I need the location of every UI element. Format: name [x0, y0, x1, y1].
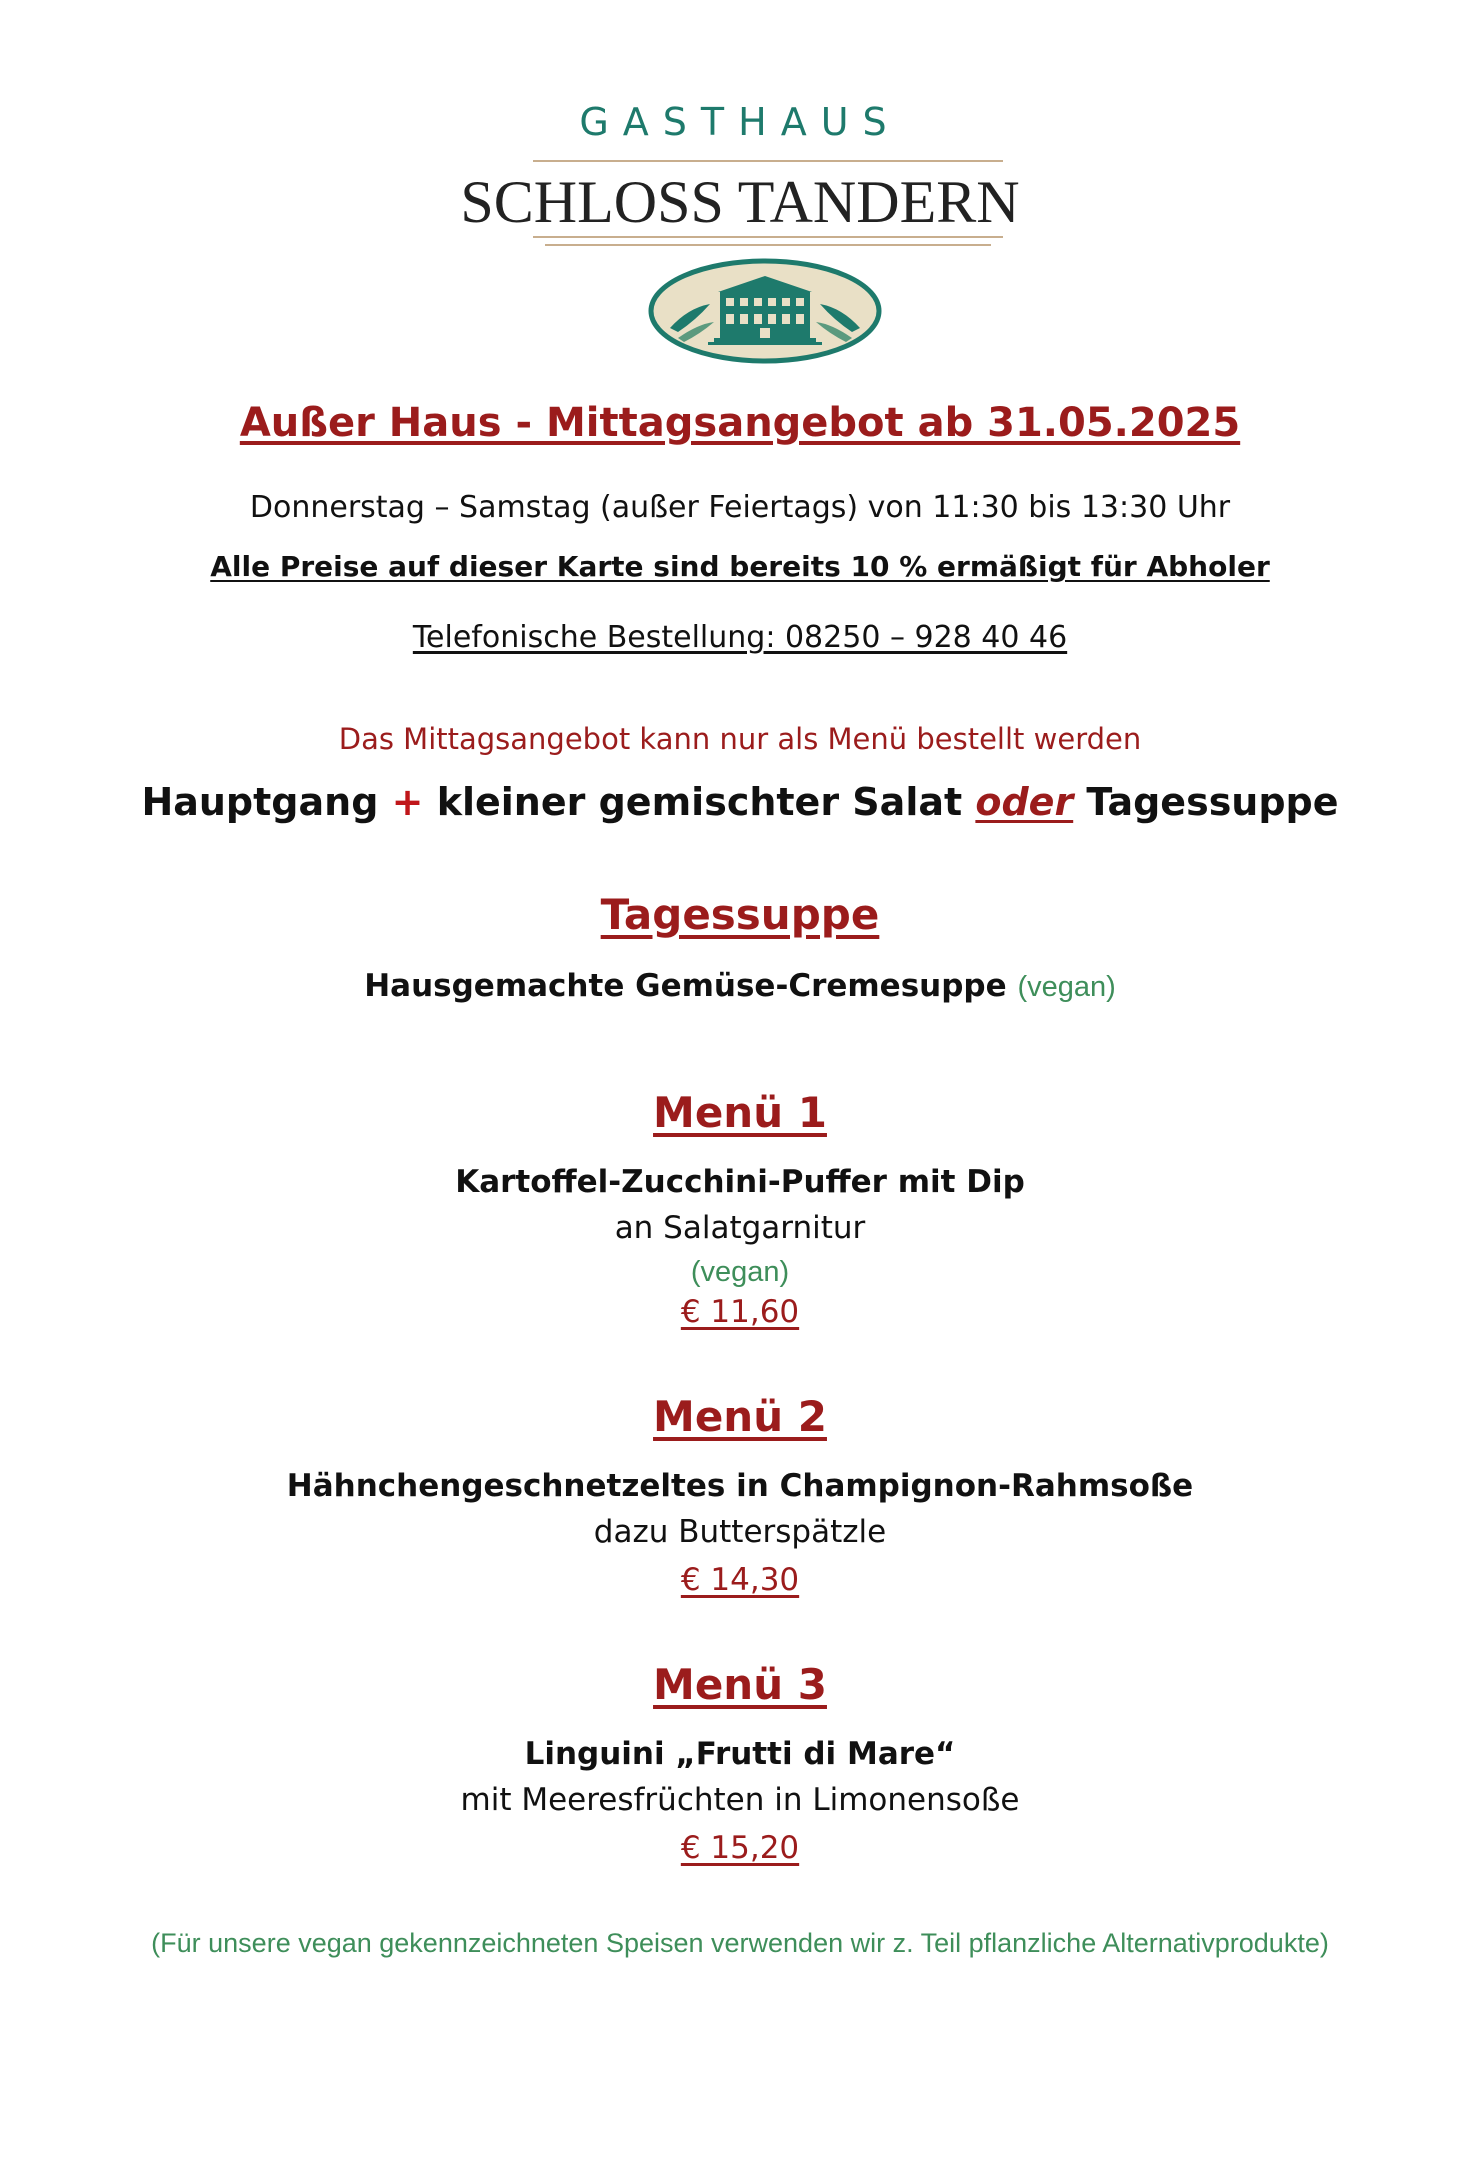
menu-3-dish: Linguini „Frutti di Mare“: [524, 1736, 956, 1772]
opening-hours: Donnerstag – Samstag (außer Feiertags) von 11:30 bis 13:30 Uhr: [249, 490, 1231, 525]
price-discount-note: Alle Preise auf dieser Karte sind bereits 10 % ermäßigt für Abholer: [210, 550, 1270, 583]
menu-1-heading: Menü 1: [653, 1088, 827, 1137]
menu-1-sub: an Salatgarnitur: [614, 1210, 866, 1246]
menu-3-price: € 15,20: [680, 1830, 800, 1866]
phone-order-line: Telefonische Bestellung: 08250 – 928 40 46: [412, 620, 1068, 655]
combo-main: Hauptgang: [141, 780, 392, 824]
menu-1-price: € 11,60: [680, 1294, 800, 1330]
menu-only-note: Das Mittagsangebot kann nur als Menü bestellt werden: [338, 722, 1142, 756]
menu-3-sub: mit Meeresfrüchten in Limonensoße: [460, 1782, 1020, 1818]
menu-2-dish: Hähnchengeschnetzeltes in Champignon-Rahmsoße: [286, 1468, 1194, 1504]
soup-dish: [0, 968, 1480, 1004]
menu-2-heading: Menü 2: [653, 1392, 827, 1441]
page-title: Außer Haus - Mittagsangebot ab 31.05.2025: [239, 400, 1241, 446]
combo-oder: oder: [975, 780, 1074, 824]
combo-mid: kleiner gemischter Salat: [423, 780, 976, 824]
logo-name: SCHLOSS TANDERN: [460, 169, 1020, 235]
menu-2-price: € 14,30: [680, 1562, 800, 1598]
logo-rule-bottom: [545, 244, 991, 246]
logo-rule-middle: [533, 236, 1003, 238]
menu-2-sub: dazu Butterspätzle: [593, 1514, 887, 1550]
logo-rule-top: [533, 160, 1003, 162]
soup-vegan-tag: (vegan): [1017, 971, 1116, 1003]
combo-end: Tagessuppe: [1073, 780, 1339, 824]
castle-emblem-icon: [648, 258, 882, 364]
soup-heading: Tagessuppe: [600, 890, 880, 939]
vegan-footnote: (Für unsere vegan gekennzeichneten Speisen verwenden wir z. Teil pflanzliche Alternativprodukte): [151, 1928, 1329, 1958]
combo-plus: +: [391, 780, 424, 824]
combo-line: [0, 780, 1480, 824]
logo-top-text: GASTHAUS: [579, 100, 901, 144]
menu-3-heading: Menü 3: [653, 1660, 827, 1709]
menu-1-vegan-tag: (vegan): [690, 1256, 790, 1288]
soup-dish-name: Hausgemachte Gemüse-Cremesuppe: [364, 968, 1007, 1004]
menu-1-dish: Kartoffel-Zucchini-Puffer mit Dip: [455, 1164, 1025, 1200]
